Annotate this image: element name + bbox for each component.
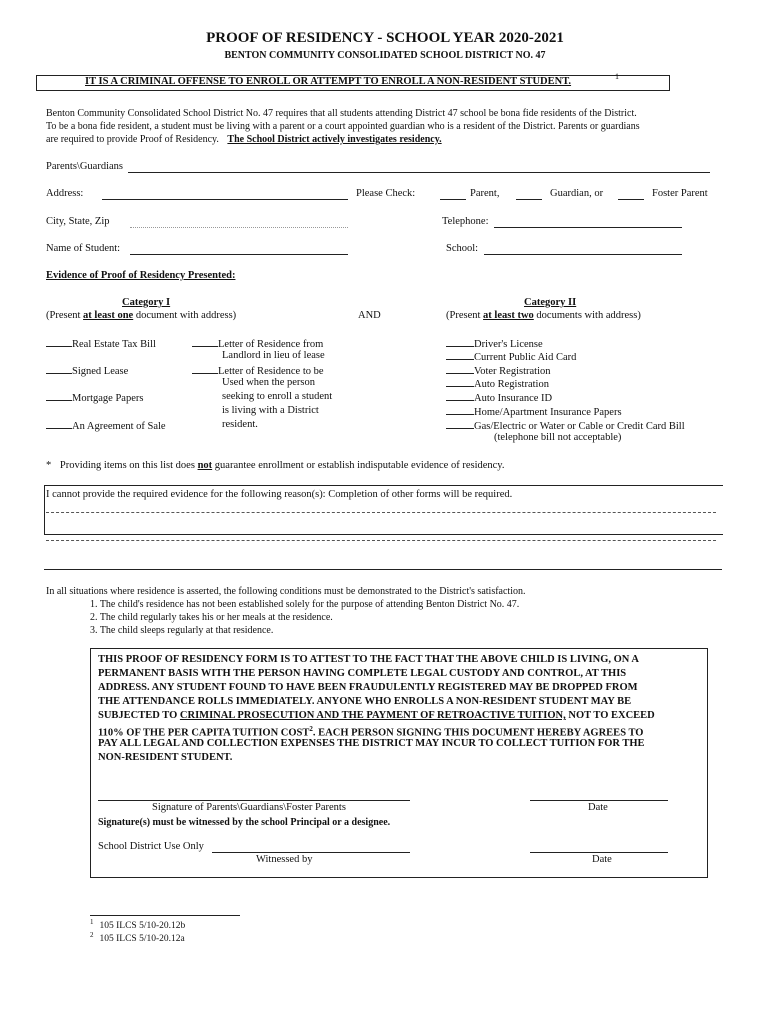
checklist-item-continuation: Landlord in lieu of lease [222,350,325,361]
attestation-line: NON-RESIDENT STUDENT. [98,752,233,763]
student-field[interactable] [130,254,348,255]
guarantee-notice: * Providing items on this list does not guarantee enrollment or establish indisputable evidence of residency. [46,460,505,471]
foster-option: Foster Parent [652,188,708,199]
attestation-line: SUBJECTED TO CRIMINAL PROSECUTION AND THE PAYMENT OF RETROACTIVE TUITION, NOT TO EXCEED [98,710,655,721]
form-title: PROOF OF RESIDENCY - SCHOOL YEAR 2020-2021 [206,30,564,46]
intro-line-1: Benton Community Consolidated School District No. 47 requires that all students attending District 47 school be bona fide residents of the District. [46,108,637,119]
and-label: AND [358,310,381,321]
conditions-intro: In all situations where residence is asserted, the following conditions must be demonstrated to the District's satisfaction. [46,586,526,597]
signature-field[interactable] [98,800,410,801]
checklist-item[interactable]: Current Public Aid Card [446,350,576,363]
checklist-item-continuation: Used when the person [222,377,316,388]
city-field[interactable] [130,227,348,228]
evidence-heading: Evidence of Proof of Residency Presented: [46,270,236,281]
parents-label: Parents\Guardians [46,161,123,172]
telephone-field[interactable] [494,227,682,228]
checklist-item[interactable]: Auto Registration [446,377,549,390]
checklist-item[interactable]: An Agreement of Sale [46,419,166,432]
witness-date-field[interactable] [530,852,668,853]
checklist-item[interactable]: Auto Insurance ID [446,391,552,404]
district-name: BENTON COMMUNITY CONSOLIDATED SCHOOL DISTRICT NO. 47 [224,50,546,61]
school-use-only-label: School District Use Only [98,841,204,852]
parents-field[interactable] [128,172,710,173]
witness-field[interactable] [212,852,410,853]
intro-line-2: To be a bona fide resident, a student must be living with a parent or a court appointed guardian who is a resident of the District. Parents or guardians [46,121,640,132]
witness-date-label: Date [592,854,612,865]
attestation-line: THIS PROOF OF RESIDENCY FORM IS TO ATTEST TO THE FACT THAT THE ABOVE CHILD IS LIVING, ON A [98,654,639,665]
signature-date-field[interactable] [530,800,668,801]
reason-text: I cannot provide the required evidence for the following reason(s): Completion of other forms will be required. [46,489,513,500]
signature-label: Signature of Parents\Guardians\Foster Parents [152,802,346,813]
category-2-title: Category II [524,297,577,308]
witnessed-by-label: Witnessed by [256,854,313,865]
checklist-item[interactable]: Real Estate Tax Bill [46,337,156,350]
category-1-title: Category I [122,297,171,308]
checklist-item[interactable]: Voter Registration [446,364,551,377]
banner-text: IT IS A CRIMINAL OFFENSE TO ENROLL OR ATTEMPT TO ENROLL A NON-RESIDENT STUDENT. [85,76,572,87]
banner-footnote-ref: 1 [615,72,619,81]
intro-line-3 [46,134,442,145]
footnote-2: $^2$ 105 ILCS 5/10-20.12a [90,931,185,945]
address-field[interactable] [102,199,348,200]
city-label: City, State, Zip [46,216,110,227]
telephone-label: Telephone: [442,216,489,227]
witness-note: Signature(s) must be witnessed by the school Principal or a designee. [98,817,391,828]
intro-emphasis: The School District actively investigates residency. [227,134,442,145]
school-field[interactable] [484,254,682,255]
telephone-bill-note: (telephone bill not acceptable) [494,432,622,443]
attestation-line: PAY ALL LEGAL AND COLLECTION EXPENSES THE DISTRICT MAY INCUR TO COLLECT TUITION FOR THE [98,738,645,749]
checklist-item-continuation: seeking to enroll a student [222,391,333,402]
checklist-item[interactable]: Letter of Residence from [192,337,323,350]
criminal-offense-banner [36,72,670,91]
attestation-line: ADDRESS. ANY STUDENT FOUND TO HAVE BEEN FRAUDULENTLY REGISTERED MAY BE DROPPED FROM [98,682,638,693]
checklist-item[interactable]: Letter of Residence to be [192,364,324,377]
condition-item: 3. The child sleeps regularly at that residence. [90,625,274,636]
category-2-subtitle: (Present at least two documents with address) [446,310,641,321]
asterisk: * [46,460,52,471]
attestation-line: 110% OF THE PER CAPITA TUITION COST$^2$. EACH PERSON SIGNING THIS DOCUMENT HEREBY AGREES TO [98,725,644,739]
reason-line-1[interactable] [46,512,716,513]
parent-option: Parent, [470,188,500,199]
checklist-item[interactable]: Gas/Electric or Water or Cable or Credit Card Bill [446,419,685,432]
checklist-item[interactable]: Mortgage Papers [46,391,143,404]
reason-line-2[interactable] [46,540,716,541]
condition-item: 1. The child's residence has not been established solely for the purpose of attending Benton District No. 47. [90,599,520,610]
checklist-item-continuation: resident. [222,419,258,430]
attestation-line: PERMANENT BASIS WITH THE PERSON HAVING COMPLETE LEGAL CUSTODY AND CONTROL, AT THIS [98,668,627,679]
checklist-item[interactable]: Driver's License [446,337,543,350]
checklist-item[interactable]: Signed Lease [46,364,128,377]
checklist-item-continuation: is living with a District [222,405,319,416]
foster-checkbox[interactable] [618,199,644,200]
attestation-line: THE ATTENDANCE ROLLS IMMEDIATELY. ANYONE WHO ENROLLS A NON-RESIDENT STUDENT MAY BE [98,696,632,707]
intro-line-3-text: are required to provide Proof of Residency. [46,134,219,145]
category-1-subtitle: (Present at least one document with address) [46,310,237,321]
please-check-label: Please Check: [356,188,416,199]
condition-item: 2. The child regularly takes his or her meals at the residence. [90,612,333,623]
footnote-divider [90,915,240,916]
guardian-option: Guardian, or [550,188,604,199]
checklist-item[interactable]: Home/Apartment Insurance Papers [446,405,622,418]
student-label: Name of Student: [46,243,121,254]
address-label: Address: [46,188,84,199]
footnote-1: $^1$ 105 ILCS 5/10-20.12b [90,918,186,932]
reason-line-3[interactable] [44,569,722,570]
guardian-checkbox[interactable] [516,199,542,200]
signature-date-label: Date [588,802,608,813]
school-label: School: [446,243,479,254]
parent-checkbox[interactable] [440,199,466,200]
